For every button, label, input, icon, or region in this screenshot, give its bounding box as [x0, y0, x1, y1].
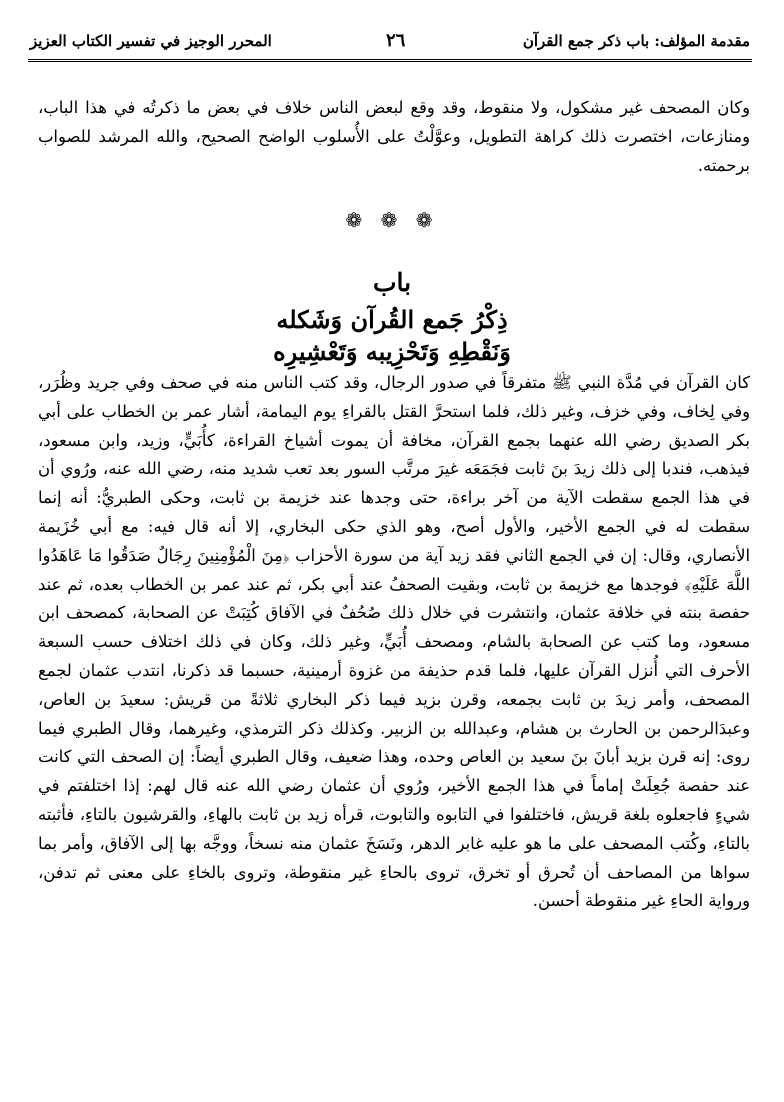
section-separator: ❁ ❁ ❁: [345, 208, 439, 232]
intro-paragraph: وكان المصحف غير مشكول، ولا منقوط، وقد وقع لبعض الناس خلاف في بعض ما ذكرتُه في هذا الباب، ومنازعات، اختصرت ذلك كراهة التطويل، وعوَّلْتُ على الأُسلوب الواضح الصحيح، والله المرشد للصواب برحمته.: [38, 98, 750, 175]
chapter-title-line2: وَنَقْطِهِ وَتَحْزِيبه وَتَعْشِيرِه: [273, 337, 511, 366]
chapter-heading: باب: [372, 268, 412, 297]
book-title: المحرر الوجيز في تفسير الكتاب العزيز: [30, 32, 272, 50]
body-paragraph: كان القرآن في مُدَّة النبي ﷺ متفرقاً في صدور الرجال، وقد كتب الناس منه في صحف وفي جريد وظُرَر، وفي لِخاف، وفي خزف، وغير ذلك، فلما استحرَّ القتل بالقراءِ يوم اليمامة، أشار عمر بن الخطاب على أبي بكر الصديق رضي الله عنهما بجمع القرآن، مخافة أن يموت أشياخ القراءة، كأُبَيٍّ، وزيد، وابن مسعود، فيذهب، فندبا إلى ذلك زيدَ بنَ ثابت فجَمَعَه غيرَ مرتَّب السور بعد تعب شديد منه، رضي الله عنه، ورُوي أن في هذا الجمع سقطت الآية من آخر براءة، حتى وجدها عند خزيمة بن ثابت، وحكى الطبريُّ: أنه إنما سقطت له في الجمع الأخير، والأول أصح، وهو الذي حكى البخاري، إلا أنه قال فيه: مع أبي خُزَيمة الأنصاري، وقال: إن في الجمع الثاني فقد زيد آية من سورة الأحزاب ﴿مِنَ الْمُؤْمِنِينَ رِجَالٌ صَدَقُوا مَا عَاهَدُوا اللَّهَ عَلَيْهِ﴾ فوجدها مع خزيمة بن ثابت، وبقيت الصحفُ عند أبي بكر، ثم عند عمر بن الخطاب بعده، ثم عند حفصة بنته في خلافة عثمان، وانتشرت في خلال ذلك صُحُفٌ في الآفاق كُتِبَتْ عن الصحابة، كمصحف ابن مسعود، وما كتب عن الصحابة بالشام، ومصحف أُبَيٍّ، وغير ذلك، وكان في ذلك اختلاف حسب السبعة الأحرف التي أُنزل القرآن عليها، فلما قدم حذيفة من غزوة أرمينية، حسبما قد ذكرنا، انتدب عثمان لجمع المصحف، وأمر زيدَ بن ثابت بجمعه، وقرن بزيد فيما ذكر البخاري ثلاثةً من قريش: سعيدَ بن العاص، وعبدَالرحمن بن الحارث بن هشام، وعبدالله بن الزبير. وكذلك ذكر الترمذي، وغيرهما، وقال الطبري فيما روى: إنه قرن بزيد أبانَ بنَ سعيد بن العاص وحده، وهذا ضعيف، وقال الطبري أيضاً: إن الصحف التي كانت عند حفصة جُعِلَتْ إماماً في هذا الجمع الأخير، ورُوي أن عثمان رضي الله عنه قال لهم: إذا اختلفتم في شيءٍ فاجعلوه بلغة قريش، فاختلفوا في التابوه والتابوت، قرأه زيد بن ثابت بالهاءِ، والقرشيون بالتاءِ، فأثبته بالتاءِ، وكُتب المصحف على ما هو عليه غابر الدهر، ونَسَخَ عثمان منه نسخاً، ووجَّه بها إلى الآفاق، وأمر بما سواها من المصاحف أن تُحرق أو تخرق، تروى بالحاءِ غير منقوطة، وتروى بالخاءِ على معنى ثم تدفن، ورواية الحاءِ غير منقوطة أحسن.: [38, 373, 750, 911]
running-header: [30, 28, 750, 54]
section-title: مقدمة المؤلف: باب ذكر جمع القرآن: [522, 32, 750, 50]
page-number: ٢٦: [386, 30, 406, 51]
chapter-title-line1: ذِكْرُ جَمع القُرآن وَشَكله: [276, 305, 508, 334]
header-rule: [28, 59, 752, 62]
